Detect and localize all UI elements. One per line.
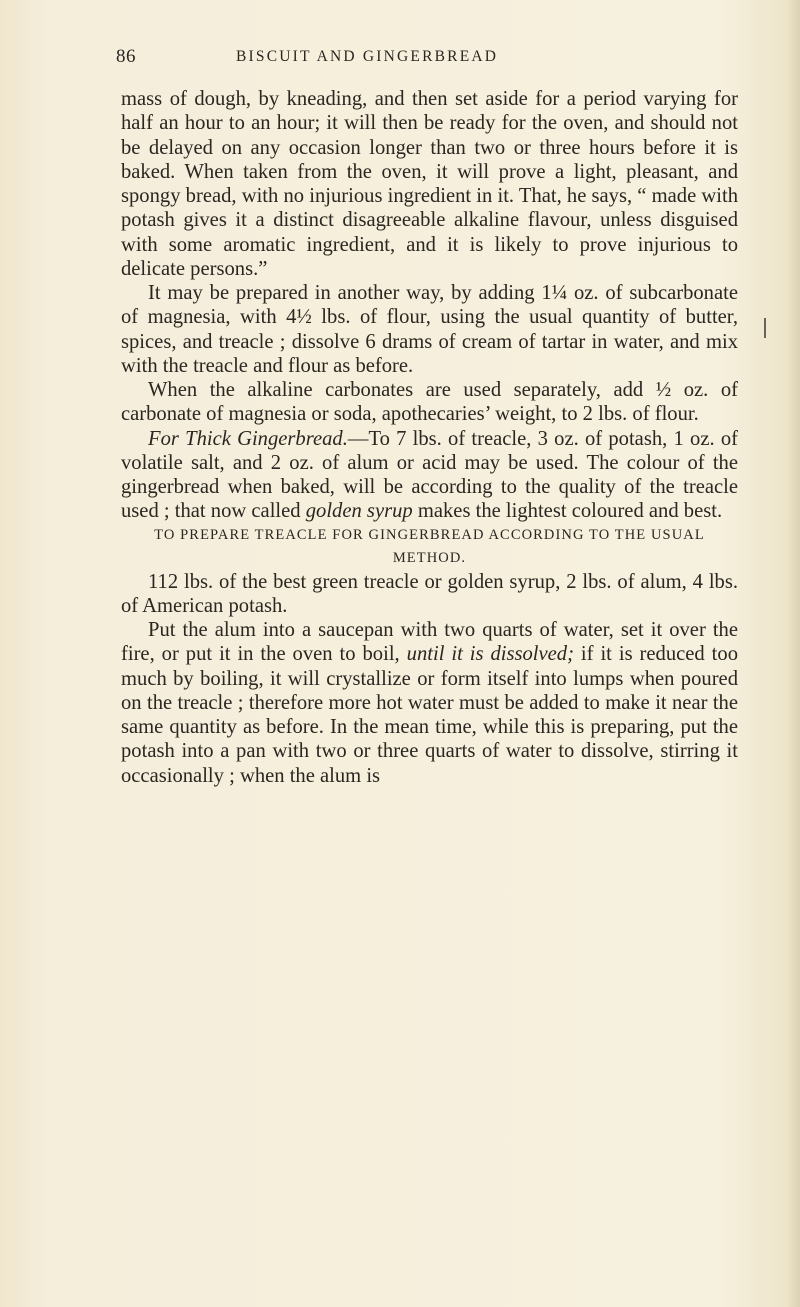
page-header	[0, 46, 800, 70]
paragraph-thick-gingerbread	[121, 427, 738, 524]
method-emphasis: until it is dissolved;	[406, 643, 574, 666]
page-edge-shadow	[786, 0, 800, 1307]
page-number: 86	[116, 46, 136, 67]
paragraph-magnesia-method: It may be prepared in another way, by adding 1¼ oz. of subcarbonate of magnesia, with 4½ lbs. of flour, using the usual quantity of butter, spices, and treacle ; dissolve 6 drams of cream of tartar in water, and mix with the treacle and flour as before.	[121, 282, 738, 377]
thick-gingerbread-text-a: —To 7 lbs. of treacle, 3 oz. of potash, 1 oz. of volatile salt, and 2 oz. of alum or acid may be used. The colour of the gingerbread when baked, will be according to the quality of the treacle used ; that now called	[121, 427, 738, 523]
thick-gingerbread-text-b: makes the lightest coloured and best.	[412, 500, 723, 523]
margin-mark	[764, 318, 766, 338]
paragraph-alkaline-carbonates: When the alkaline carbonates are used separately, add ½ oz. of carbonate of magnesia or soda, apothecaries’ weight, to 2 lbs. of flour.	[121, 379, 738, 426]
section-heading: TO PREPARE TREACLE FOR GINGERBREAD ACCORDING TO THE USUAL METHOD.	[154, 526, 705, 566]
recipe-title-thick-gingerbread: For Thick Gingerbread.	[148, 427, 348, 450]
running-head: BISCUIT AND GINGERBREAD	[236, 48, 499, 65]
paragraph-ingredients: 112 lbs. of the best green treacle or golden syrup, 2 lbs. of alum, 4 lbs. of American potash.	[121, 570, 738, 617]
body-text	[121, 87, 738, 788]
golden-syrup-term: golden syrup	[305, 500, 413, 523]
method-text-a: Put the alum into a saucepan with two quarts of water, set it over the fire, or put it in the oven to boil,	[121, 619, 738, 666]
method-text-b: if it is reduced too much by boiling, it will crystallize or form itself into lumps when poured on the treacle ; therefore more hot water must be added to make it near the same quantity as before. In the mean time, while this is preparing, put the potash into a pan with two or three quarts of water to dissolve, stirring it occasionally ; when the alum is	[121, 643, 738, 787]
paragraph-continuation: mass of dough, by kneading, and then set aside for a period varying for half an hour to an hour; it will then be ready for the oven, and should not be delayed on any occasion longer than two or three hours before it is baked. When taken from the oven, it will prove a light, pleasant, and spongy bread, with no injurious ingredient in it. That, he says, “ made with potash gives it a distinct disagreeable alkaline flavour, unless disguised with some aromatic ingredient, and it is likely to prove injurious to delicate persons.”	[121, 88, 738, 280]
paragraph-method	[121, 618, 738, 788]
